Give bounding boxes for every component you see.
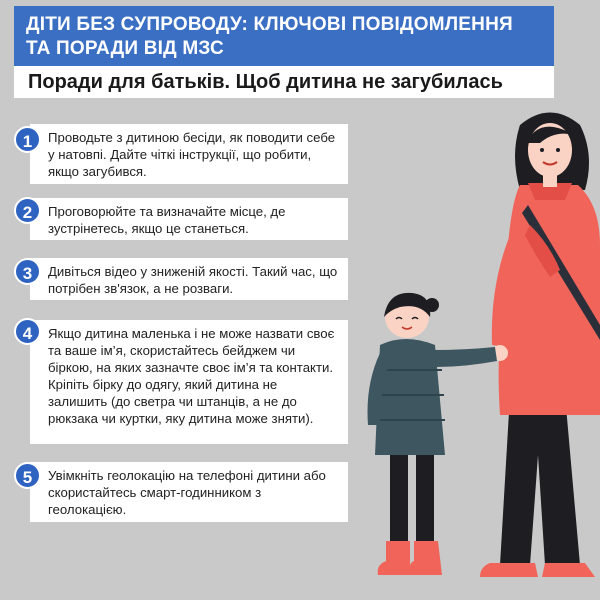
mother-figure xyxy=(480,113,600,578)
header-banner xyxy=(14,6,554,66)
mother-child-illustration xyxy=(350,95,600,600)
page-subtitle: Поради для батьків. Щоб дитина не загубилась xyxy=(14,66,554,98)
tip-number-badge-4: 4 xyxy=(14,318,41,345)
tip-number-badge-3: 3 xyxy=(14,258,41,285)
tip-text-3: Дивіться відео у зниженій якості. Такий час, що потрібен зв'язок, а не розваги. xyxy=(48,264,338,296)
tip-card-5 xyxy=(30,462,348,522)
header-title-line1: ДІТИ БЕЗ СУПРОВОДУ: КЛЮЧОВІ ПОВІДОМЛЕННЯ xyxy=(26,14,513,35)
tip-number-badge-5: 5 xyxy=(14,462,41,489)
tip-card-2 xyxy=(30,198,348,240)
tip-number-badge-2: 2 xyxy=(14,197,41,224)
tip-number-badge-1: 1 xyxy=(14,126,41,153)
header-title-line2: ТА ПОРАДИ ВІД МЗС xyxy=(26,38,224,59)
tip-card-1 xyxy=(30,124,348,184)
child-figure xyxy=(368,293,498,575)
tip-text-2: Проговорюйте та визначайте місце, де зустрінетесь, якщо це станеться. xyxy=(48,204,286,236)
tip-text-5: Увімкніть геолокацію на телефоні дитини або скористайтесь смарт-годинником з геолокацією. xyxy=(48,468,326,517)
tip-card-3 xyxy=(30,258,348,300)
tip-text-4: Якщо дитина маленька і не може назвати своє та ваше ім’я, скористайтесь бейджем чи біркою, на яких зазначте своє ім’я та контакти. Кріпіть бірку до одягу, який дитина не залишить (до светра чи штанців, а не до рюкзака чи куртки, яку дитина може зняти). xyxy=(48,326,335,426)
tip-card-4 xyxy=(30,320,348,444)
tip-text-1: Проводьте з дитиною бесіди, як поводити себе у натовпі. Дайте чіткі інструкції, що робити, якщо загубився. xyxy=(48,130,336,179)
